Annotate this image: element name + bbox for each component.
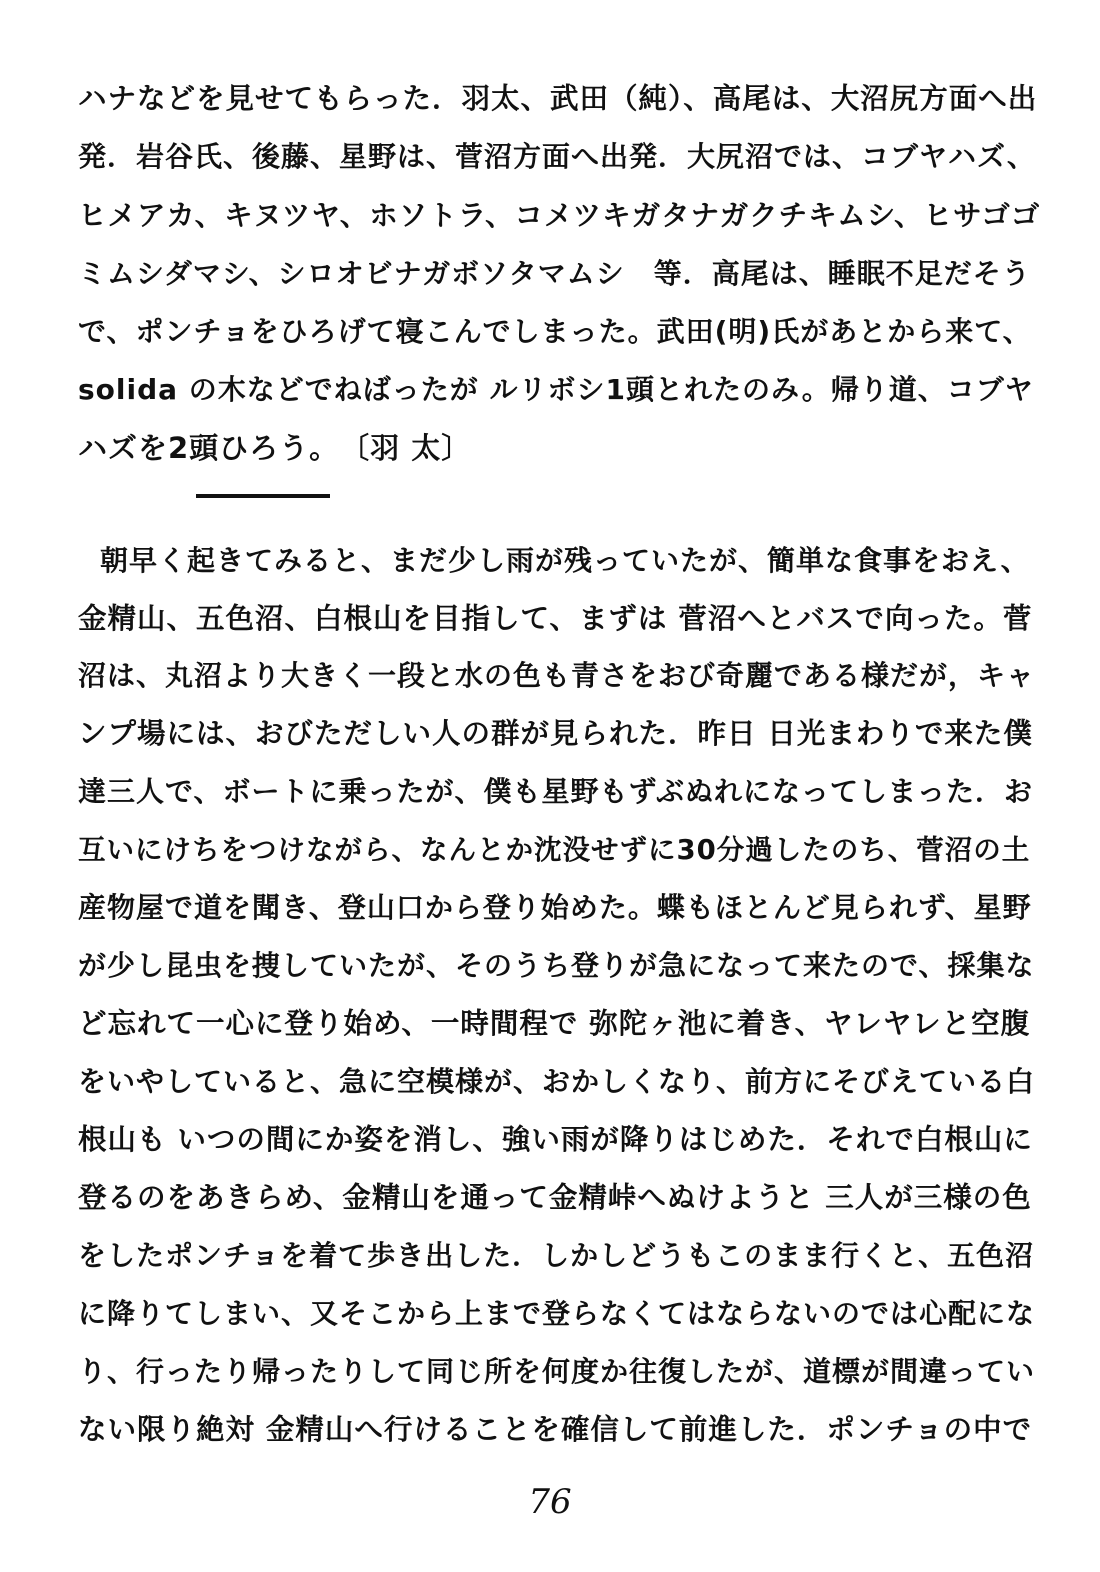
text-line: 発．岩谷氏、後藤、星野は、菅沼方面へ出発．大尻沼では、コブヤハズ、 — [78, 140, 1036, 173]
text-line: が少し昆虫を捜していたが、そのうち登りが急になって来たので、採集な — [78, 949, 1035, 982]
text-line: をいやしていると、急に空模様が、おかしくなり、前方にそびえている白 — [78, 1065, 1036, 1098]
text-line: 互いにけちをつけながら、なんとか沈没せずに30分過したのち、菅沼の土 — [78, 834, 1031, 866]
text-line: ハズを2頭ひろう。 〔羽 太〕 — [78, 431, 472, 465]
text-line: 根山も いつの間にか姿を消し、強い雨が降りはじめた．それで白根山に — [78, 1123, 1033, 1156]
text-line: ど忘れて一心に登り始め、一時間程で 弥陀ヶ池に着き、ヤレヤレと空腹 — [78, 1007, 1031, 1040]
text-line: 達三人で、ボートに乗ったが、僕も星野もずぶぬれになってしまった．お — [78, 775, 1034, 808]
text-line: ない限り絶対 金精山へ行けることを確信して前進した．ポンチョの中で — [78, 1413, 1033, 1446]
text-line: に降りてしまい、又そこから上まで登らなくてはならないのでは心配にな — [78, 1297, 1036, 1330]
text-line: ハナなどを見せてもらった．羽太、武田（純）、高尾は、大沼尻方面へ出 — [78, 82, 1038, 115]
text-line: 金精山、五色沼、白根山を目指して、まずは 菅沼へとバスで向った。菅 — [78, 602, 1033, 635]
text-line: 沼は、丸沼より大きく一段と水の色も青さをおび奇麗である様だが，キャ — [78, 659, 1036, 692]
text-line: 登るのをあきらめ、金精山を通って金精峠へぬけようと 三人が三様の色 — [78, 1181, 1032, 1214]
text-line: で、ポンチョをひろげて寝こんでしまった。武田(明)氏があとから来て、 — [78, 315, 1032, 348]
text-line: 朝早く起きてみると、まだ少し雨が残っていたが、簡単な食事をおえ、 — [100, 544, 1030, 577]
text-line: り、行ったり帰ったりして同じ所を何度か往復したが、道標が間違ってい — [78, 1355, 1036, 1388]
text-line: をしたポンチョを着て歩き出した．しかしどうもこのまま行くと、五色沼 — [78, 1239, 1035, 1272]
text-line: ンプ場には、おびただしい人の群が見られた．昨日 日光まわりで来た僕 — [78, 717, 1033, 750]
text-line: solida の木などでねばったが ルリボシ1頭とれたのみ。帰り道、コブヤ — [78, 373, 1034, 406]
section-divider — [196, 494, 330, 498]
text-line: ヒメアカ、キヌツヤ、ホソトラ、コメツキガタナガクチキムシ、ヒサゴゴ — [78, 199, 1041, 232]
page-number: 76 — [528, 1482, 572, 1522]
text-line: 産物屋で道を聞き、登山口から登り始めた。蝶もほとんど見られず、星野 — [78, 891, 1032, 924]
text-line: ミムシダマシ、シロオビナガボソタマムシ 等．高尾は、睡眠不足だそう — [78, 257, 1031, 290]
